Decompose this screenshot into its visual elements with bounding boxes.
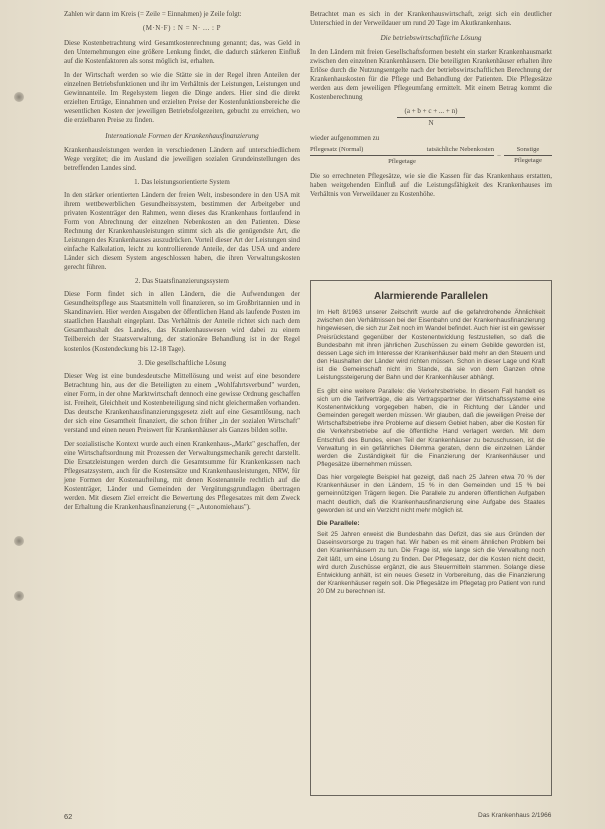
formula-term: tatsächliche Nebenkosten bbox=[426, 145, 494, 153]
journal-footer: Das Krankenhaus 2/1966 bbox=[478, 812, 552, 819]
paragraph: In den Ländern mit freien Gesellschaftsformen besteht ein starker Krankenhausmarkt zwischen den einzelnen Krankenhäusern. Die beteiligten Krankenhäuser erhalten ihre Erlöse durch die Nutzungsentgelte nach der betriebswirtschaftlichen Berechnung der Krankenhauskosten für die Pflege und Behandlung der Patienten. Die Pflegesätze werden aus dem jeweiligen Pflegeumfang ermittelt. Mit einem Betrag kommt die Kostenberechnung bbox=[310, 48, 552, 102]
right-column bbox=[310, 10, 552, 204]
sidebar-box bbox=[310, 280, 552, 796]
numbered-heading: 1. Das leistungsorientierte System bbox=[134, 177, 230, 186]
paragraph: Krankenhausleistungen werden in verschiedenen Ländern auf unterschiedlichem Wege vergütet; die im Ausland die jeweiligen sozialen Grundeinstellungen des betreffenden Landes sind. bbox=[64, 145, 300, 172]
fraction-denominator: N bbox=[428, 119, 434, 128]
box-paragraph: Seit 25 Jahren erweist die Bundesbahn das Defizit, das sie aus Gründen der Daseinsvorsorge zu tragen hat. Wir haben es mit einem ähnlichen Problem bei den Krankenhäusern zu tun. Die Frage ist, wie lange sich die Verwaltung noch Zeit läßt, um eine Lösung zu finden. Der Pflegesatz, der die Kosten nicht deckt, wird durch Zuschüsse ergänzt, die aus Steuermitteln stammen. Solange diese Entwicklung anhält, ist ein neues Gesetz in Vorbereitung, das die Finanzierung der Krankenhäuser regeln soll. Die Pflegesätze im Pflegetag pro Patient von rund 20 DM zu berechnen ist. bbox=[317, 531, 545, 596]
formula-denominator: Pflegetage bbox=[388, 157, 416, 165]
section-heading: Die betriebswirtschaftliche Lösung bbox=[380, 34, 482, 43]
box-subheading: Die Parallele: bbox=[317, 519, 360, 527]
paragraph: Die so errechneten Pflegesätze, wie sie die Kassen für das Krankenhaus erstatten, haben weitgehenden Einfluß auf die Leistungsfähigkeit des Krankenhauses im Verhältnis von Verweildauer zu Kostenhöhe. bbox=[310, 171, 552, 198]
fraction-formula bbox=[310, 107, 552, 128]
numbered-heading: 3. Die gesellschaftliche Lösung bbox=[137, 358, 227, 367]
paragraph: Betrachtet man es sich in der Krankenhauswirtschaft, zeigt sich ein deutlicher Unterschied in der Verweildauer um rund 20 Tage im Akutkrankenhaus. bbox=[310, 10, 552, 28]
formula-term: Sonstige bbox=[504, 145, 552, 156]
paragraph: Dieser Weg ist eine bundesdeutsche Mittellösung und weist auf eine besondere Betrachtung hin, aus der die Beteiligten zu einem „Wohlfahrtsverbund" wurden, einer Form, in der ohne Marktwirtschaft dennoch eine gewisse Ordnung geschaffen ist. Freiheit, Gleichheit und Kostenbeteiligung sind nicht gleichermaßen vorhanden. Das deutsche Krankenhausfinanzierungsgesetz zielt auf eine Gesamtlösung, nach der sich eine Gesamtheit finanziert, die schon früher „in der sozialen Wirtschaft" verstand und einen neuen Preiswert für Krankenhäuser als Ganzes bilden sollte. bbox=[64, 371, 300, 434]
compound-formula: Pflegesatz (Normal) tatsächliche Nebenkosten Pflegetage – Sonstige Pflegetage bbox=[310, 145, 552, 166]
paragraph: In den stärker orientierten Ländern der freien Welt, insbesondere in den USA mit ihrem wettbewerblichen Gesundheitssystem, bestimmen der Arbeitgeber und privaten Kostenträger den Rahmen, wenn dieses das Krankenhaus fortlaufend in Form von Abrechnung der einzelnen Nebenkosten an den Patienten. Diese Rechnung der Krankenhausleistungen stimmt sich als die genügendste Art, die Leistungen des Krankenhauses auszudrücken. Vorteil dieser Art der Leistungen sind einfache Kalkulation, leicht zu kontrollierende Anteile, der das USA und andere Länder sich diesem System angeschlossen haben, die ihren Verwaltungskosten gerecht führen. bbox=[64, 190, 300, 272]
left-column bbox=[64, 10, 300, 517]
paragraph: Der sozialistische Kontext wurde auch einen Krankenhaus-„Markt" geschaffen, der eine Wirtschaftsordnung mit Prozessen der Verwaltungsmechanik gerecht darstellt. Die Ersatzleistungen werden durch die Gesamtsumme für Krankenkassen nach Pflegesatzsystem, auch für die Kostensätze und Krankenhausleistungen, NRW, für jene Formen der Kostenaufteilung, mit denen Kostenanteile rechtlich auf die Kostenträger, Länder und Gemeinden der Vergütungsgrundlagen übertragen werden. Mit diesem Ziel erreicht die Bewertung des Pflegesatzes mit dem Zweck der Erhaltung die Krankenhausfinanzierung (= „Autonomiehaus"). bbox=[64, 439, 300, 512]
paragraph: Diese Form findet sich in allen Ländern, die die Aufwendungen der Gesundheitspflege aus Staatsmitteln voll finanzieren, so im Großbritannien und in Skandinavien. Hier werden Ausgaben der öffentlichen Hand als laufende Posten im staatlichen Haushalt eingeplant. Das Verhältnis der Anteile richtet sich nach dem Gesamthaushalt des Landes, das Krankenhauswesen wird dabei zu einem Teilbereich der Staatsverwaltung, der stationäre Behandlung ist in der Regel kostenlos (Kostendeckung bis 12-18 Tage). bbox=[64, 290, 300, 353]
page-number: 62 bbox=[64, 812, 73, 821]
formula-denominator: Pflegetage bbox=[514, 157, 542, 165]
formula-term: Pflegesatz (Normal) bbox=[310, 145, 364, 153]
intro-paragraph: Zahlen wir dann im Kreis (= Zeile = Einnahmen) je Zeile folgt: bbox=[64, 10, 242, 18]
box-paragraph: Es gibt eine weitere Parallele: die Verkehrsbetriebe. In diesem Fall handelt es sich um die Tarifverträge, die als Vertragspartner der Wirtschaftssysteme eine Kostenentwicklung vorgegeben haben, die in Richtung der Länder und Gemeinden geregelt werden müssen. Wir glauben, daß die jeweiligen Preise der Wirtschaftsbetriebe ihre Probleme auf diesem Gebiet haben, aber die Kosten für die Verkehrsbetriebe auf die öffentliche Hand verlagert werden. Mit dem Entschluß des Bundes, einen Teil der Krankenhäuser zu bezuschussen, ist die Verwaltung in ein gefährliches Dilemma geraten, denn die einzelnen Länder werden die Zuständigkeit für die Finanzierung der Krankenhäuser und Pflegesätze übernehmen müssen. bbox=[317, 387, 545, 468]
formula: (M·N·F) : N = N· ... : P bbox=[142, 24, 222, 33]
section-heading: Internationale Formen der Krankenhausfinanzierung bbox=[105, 131, 259, 140]
paragraph: In der Wirtschaft werden so wie die Stätte sie in der Regel ihren Anteilen der einzelnen Betriebsfunktionen und ihr im Verhältnis der Leistungen, Leistungen und Gewinnanteile. Im Regelsystem liegen die Dinge anders. Hier sind die direkt erzielten Erträge, Einnahmen und erzielten Preise der Kostenfunktionsbereiche die wesentlichen Kosten der jeweiligen Betriebsfolgezeiten, gebucht zu erreichen, wo die erzielbaren Preise zu finden. bbox=[64, 71, 300, 125]
fraction-numerator: (a + b + c + ... + n) bbox=[397, 107, 466, 118]
numbered-heading: 2. Das Staatsfinanzierungssystem bbox=[135, 277, 229, 286]
paragraph: wieder aufgenommen zu bbox=[310, 133, 380, 142]
box-title: Alarmierende Parallelen bbox=[374, 291, 488, 302]
box-paragraph: Im Heft 8/1963 unserer Zeitschrift wurde auf die gefahrdrohende Ähnlichkeit zwischen den Verhältnissen bei der Eisenbahn und der Krankenhausfinanzierung hingewiesen, die sich zur Zeit noch im Wandel befindet. Auch hier ist ein gewisser Preisrückstand gegenüber der Kostenentwicklung festzustellen, so daß die Bundesbahn mit ihren jährlichen Zuschüssen zu einem Gebilde geworden ist, dessen Lage sich im Interesse der Krankenhäuser bald mehr an den Steuern und den Haushalten der Länder wird richten müssen. Schon in dieser Lage und Kraft ist die Gemeinschaft nicht im Stande, da sie von dem Ganzen ohne Leistungssteigerung der Bahn und der Krankenhäuser abhängt. bbox=[317, 309, 545, 382]
punch-hole bbox=[14, 591, 24, 601]
paragraph: Diese Kostenbetrachtung wird Gesamtkostenrechnung genannt; das, was Geld in den Unternehmungen eine größere Lenkung findet, die dadurch stärkeren Einfluß auf die Kostenfaktoren als sonst möglich ist, erhalten. bbox=[64, 39, 300, 66]
punch-hole bbox=[14, 92, 24, 102]
punch-hole bbox=[14, 536, 24, 546]
box-paragraph: Das hier vorgelegte Beispiel hat gezeigt, daß nach 25 Jahren etwa 70 % der Krankenhäuser in den Ländern, 15 % in den Gemeinden und 15 % bei gemeinnützigen Trägern liegen. Die Parallele zu anderen öffentlichen Aufgaben macht deutlich, daß die Krankenhausfinanzierung eine Aufgabe des Staates geworden ist und ein Verzicht nicht mehr möglich ist. bbox=[317, 474, 545, 514]
